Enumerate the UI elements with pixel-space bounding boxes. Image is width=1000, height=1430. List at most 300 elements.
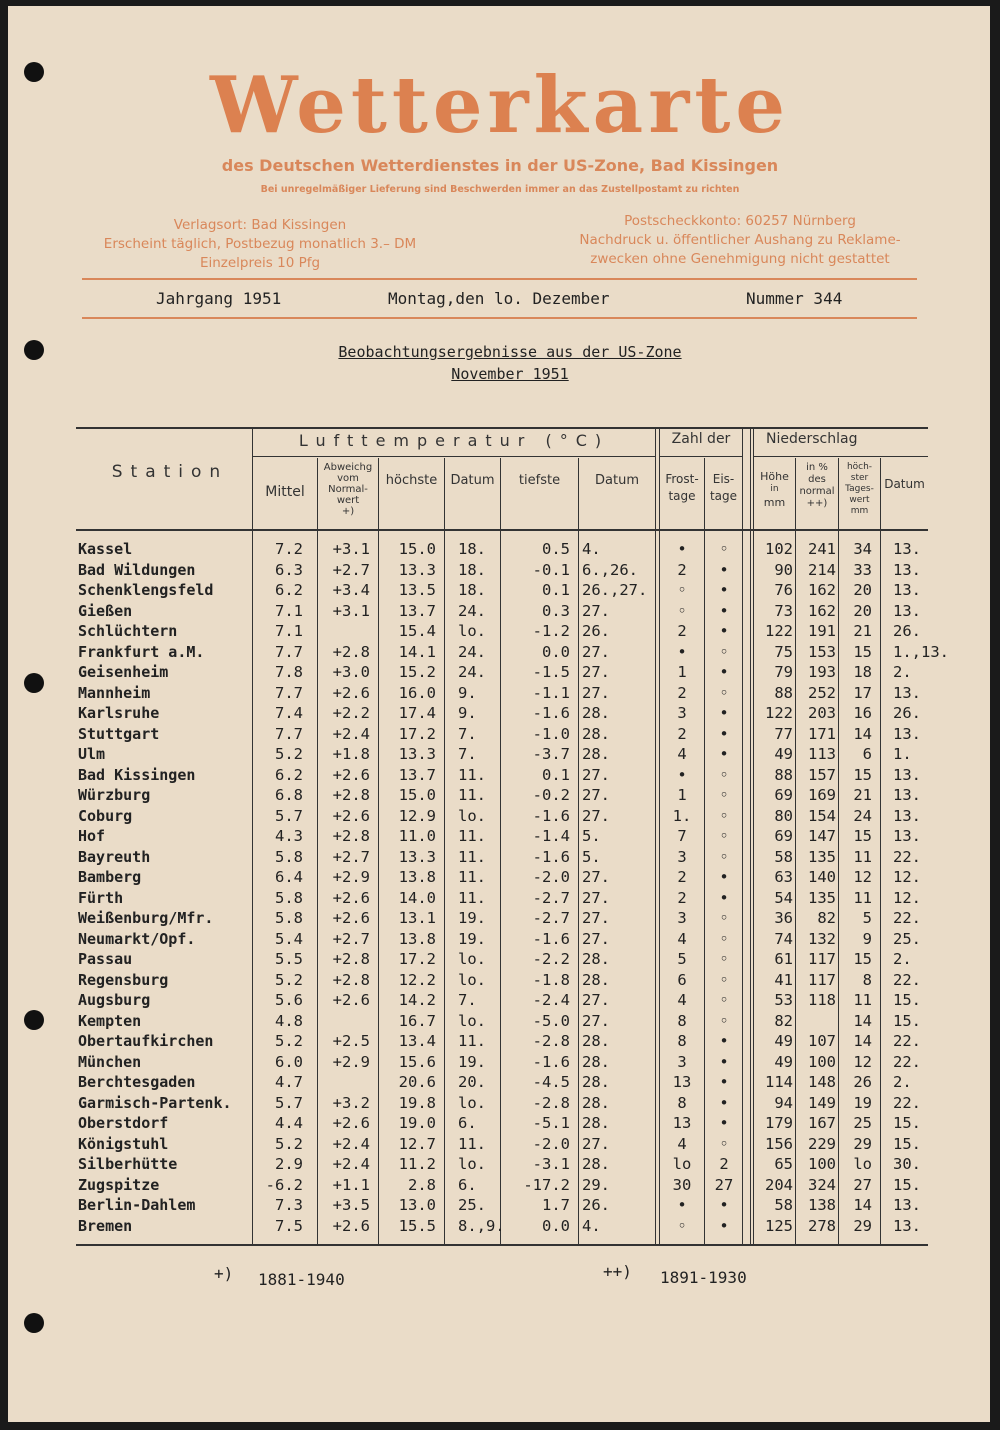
precip-mm: 63	[774, 868, 793, 886]
max-temp: 11.2	[398, 1155, 436, 1173]
table-row	[0, 1032, 1000, 1052]
station-name: Schlüchtern	[78, 622, 178, 640]
mean-temp: 2.9	[275, 1155, 303, 1173]
ice-days: •	[719, 1216, 729, 1235]
min-temp: -4.5	[532, 1073, 570, 1091]
deviation: +2.2	[332, 704, 370, 722]
max-temp-date: 6.	[458, 1175, 477, 1194]
issue-year: Jahrgang 1951	[156, 289, 282, 308]
station-name: Regensburg	[78, 970, 169, 989]
min-temp-date: 27.	[582, 868, 610, 886]
header-date-highest: Datum	[450, 473, 495, 488]
frost-days: ◦	[677, 1216, 687, 1235]
deviation: +1.1	[332, 1175, 370, 1194]
max-temp: 13.7	[398, 601, 436, 620]
max-daily-precip: 26	[853, 1073, 872, 1091]
deviation: +2.9	[332, 868, 370, 886]
max-daily-precip: 21	[853, 622, 872, 640]
deviation: +2.7	[332, 847, 370, 866]
min-temp: 0.3	[542, 601, 570, 620]
table-header-border	[76, 529, 928, 531]
table-row	[0, 622, 1000, 642]
mean-temp: 4.3	[275, 827, 303, 845]
ice-days: ◦	[719, 1134, 729, 1153]
precip-date: 22.	[893, 909, 921, 927]
precip-mm: 102	[765, 540, 793, 558]
max-temp-date: 11.	[458, 1032, 486, 1050]
max-temp: 13.8	[398, 929, 436, 948]
precip-percent: 167	[808, 1114, 836, 1132]
min-temp: -1.4	[532, 827, 570, 845]
min-temp: -1.0	[532, 724, 570, 743]
ice-days: •	[719, 1073, 729, 1091]
precip-percent: 162	[808, 601, 836, 620]
issue-date: Montag,den lo. Dezember	[388, 289, 610, 308]
max-temp-date: 11.	[458, 765, 486, 784]
deviation: +3.1	[332, 601, 370, 620]
station-name: Neumarkt/Opf.	[78, 929, 196, 948]
max-daily-precip: lo	[853, 1155, 872, 1173]
deviation: +2.9	[332, 1052, 370, 1071]
min-temp: -1.8	[532, 970, 570, 989]
min-temp: 1.7	[542, 1196, 570, 1214]
precip-date: 2.	[893, 663, 912, 681]
precip-mm: 75	[774, 642, 793, 661]
header-max-daily: höch- ster Tages- wert mm	[845, 462, 874, 516]
ice-days: ◦	[719, 847, 729, 866]
ice-days: 2	[719, 1155, 729, 1173]
rule-top	[82, 278, 917, 280]
max-temp: 14.1	[398, 642, 436, 661]
frost-days: 1	[677, 663, 687, 681]
precip-group-line	[753, 456, 928, 457]
ice-days: ◦	[719, 909, 729, 927]
header-date-precip: Datum	[884, 477, 925, 491]
precip-percent: 113	[808, 745, 836, 763]
max-temp-date: 25.	[458, 1196, 486, 1214]
ice-days: •	[719, 704, 729, 722]
table-row	[0, 1176, 1000, 1196]
max-temp-date: 11.	[458, 888, 486, 907]
precip-date: 25.	[893, 929, 921, 948]
ice-days: •	[719, 1196, 729, 1214]
station-name: Geisenheim	[78, 663, 169, 681]
ice-days: •	[719, 560, 729, 579]
table-row	[0, 561, 1000, 581]
mean-temp: 6.4	[275, 868, 303, 886]
station-name: Fürth	[78, 888, 124, 907]
mean-temp: 5.2	[275, 1032, 303, 1050]
precip-percent: 191	[808, 622, 836, 640]
issue-number: Nummer 344	[746, 289, 843, 308]
frost-days: lo	[672, 1155, 692, 1173]
max-temp: 14.0	[398, 888, 436, 907]
max-temp-date: 11.	[458, 847, 486, 866]
precip-percent: 117	[808, 950, 836, 968]
precip-mm: 65	[774, 1155, 793, 1173]
max-temp-date: 19.	[458, 1052, 486, 1071]
deviation: +1.8	[332, 745, 370, 763]
frost-days: 8	[677, 1011, 687, 1030]
station-name: Gießen	[78, 601, 133, 620]
station-name: Bremen	[78, 1216, 133, 1235]
deviation: +2.5	[332, 1032, 370, 1050]
min-temp-date: 26.	[582, 622, 610, 640]
punch-hole	[24, 1313, 44, 1333]
min-temp: -0.2	[532, 786, 570, 804]
min-temp: -2.7	[532, 909, 570, 927]
precip-percent: 229	[808, 1134, 836, 1153]
min-temp-date: 27.	[582, 683, 610, 702]
max-temp: 13.0	[398, 1196, 436, 1214]
station-name: Bayreuth	[78, 847, 151, 866]
mean-temp: 5.8	[275, 888, 303, 907]
max-daily-precip: 11	[853, 991, 872, 1009]
punch-hole	[24, 62, 44, 82]
table-row	[0, 725, 1000, 745]
precip-mm: 41	[774, 970, 793, 989]
header-highest: höchste	[385, 473, 438, 488]
min-temp-date: 28.	[582, 1155, 610, 1173]
table-bottom-border	[76, 1244, 928, 1246]
table-row	[0, 1155, 1000, 1175]
precip-date: 22.	[893, 1032, 921, 1050]
max-temp: 13.4	[398, 1032, 436, 1050]
mean-temp: 5.2	[275, 1134, 303, 1153]
ice-days: 27	[714, 1175, 734, 1194]
deviation: +3.0	[332, 663, 370, 681]
precip-mm: 69	[774, 786, 793, 804]
precip-percent: 154	[808, 806, 836, 825]
precip-date: 12.	[893, 888, 921, 907]
max-temp-date: 7.	[458, 745, 477, 763]
max-daily-precip: 29	[853, 1216, 872, 1235]
mean-temp: 7.1	[275, 601, 303, 620]
precip-percent: 117	[808, 970, 836, 989]
precip-percent: 107	[808, 1032, 836, 1050]
table-row	[0, 766, 1000, 786]
min-temp-date: 27.	[582, 1011, 610, 1030]
max-daily-precip: 11	[853, 847, 872, 866]
mean-temp: 6.0	[275, 1052, 303, 1071]
precip-percent: 135	[808, 847, 836, 866]
station-name: Kassel	[78, 540, 133, 558]
ice-days: •	[719, 1052, 729, 1071]
min-temp-date: 4.	[582, 540, 601, 558]
precip-percent: 171	[808, 724, 836, 743]
station-name: Kempten	[78, 1011, 142, 1030]
max-temp-date: 9.	[458, 683, 477, 702]
precip-date: 13.	[893, 1196, 921, 1214]
table-row	[0, 540, 1000, 560]
mean-temp: 7.8	[275, 663, 303, 681]
max-temp-date: 7.	[458, 991, 477, 1009]
header-precipitation: Niederschlag	[766, 431, 858, 447]
deviation: +3.5	[332, 1196, 370, 1214]
table-row	[0, 1217, 1000, 1237]
header-deviation: Abweichg vom Normal- wert +)	[323, 462, 373, 517]
max-daily-precip: 9	[862, 929, 872, 948]
frost-days: •	[677, 765, 687, 784]
max-temp: 13.8	[398, 868, 436, 886]
max-temp: 12.7	[398, 1134, 436, 1153]
min-temp: -1.1	[532, 683, 570, 702]
ice-days: •	[719, 622, 729, 640]
min-temp: -2.7	[532, 888, 570, 907]
mean-temp: 6.2	[275, 765, 303, 784]
precip-date: 15.	[893, 991, 921, 1009]
precip-date: 13.	[893, 806, 921, 825]
frost-days: 4	[677, 929, 687, 948]
min-temp: -3.1	[532, 1155, 570, 1173]
max-temp: 17.2	[398, 950, 436, 968]
max-temp-date: 19.	[458, 909, 486, 927]
precip-percent: 132	[808, 929, 836, 948]
min-temp: 0.1	[542, 581, 570, 599]
precip-mm: 94	[774, 1093, 793, 1112]
max-daily-precip: 21	[853, 786, 872, 804]
frost-days: 13	[672, 1073, 692, 1091]
max-temp-date: 18.	[458, 540, 486, 558]
precip-date: 13.	[893, 560, 921, 579]
rule-bottom	[82, 317, 917, 319]
ice-days: ◦	[719, 950, 729, 968]
max-temp-date: 6.	[458, 1114, 477, 1132]
min-temp: -1.6	[532, 806, 570, 825]
min-temp: -1.5	[532, 663, 570, 681]
mean-temp: 4.7	[275, 1073, 303, 1091]
table-row	[0, 663, 1000, 683]
header-air-temperature: Lufttemperatur (°C)	[298, 431, 610, 450]
frost-days: 8	[677, 1032, 687, 1050]
frost-days: 3	[677, 1052, 687, 1071]
precip-mm: 122	[765, 622, 793, 640]
max-temp: 15.5	[398, 1216, 436, 1235]
header-lowest: tiefste	[518, 473, 561, 488]
footnote-1-mark: +)	[214, 1264, 234, 1283]
deviation: +2.6	[332, 1216, 370, 1235]
max-daily-precip: 29	[853, 1134, 872, 1153]
min-temp: -2.8	[532, 1093, 570, 1112]
station-name: Bad Wildungen	[78, 560, 196, 579]
max-temp: 16.0	[398, 683, 436, 702]
table-row	[0, 643, 1000, 663]
precip-percent: 138	[808, 1196, 836, 1214]
frost-days: 13	[672, 1114, 692, 1132]
station-name: Obertaufkirchen	[78, 1032, 214, 1050]
mean-temp: 5.5	[275, 950, 303, 968]
max-temp: 2.8	[408, 1175, 436, 1194]
station-name: Silberhütte	[78, 1155, 178, 1173]
footnote-1-text: 1881-1940	[258, 1270, 345, 1289]
precip-date: 2.	[893, 950, 912, 968]
max-daily-precip: 15	[853, 765, 872, 784]
max-temp: 17.4	[398, 704, 436, 722]
table-row	[0, 971, 1000, 991]
precip-percent: 100	[808, 1155, 836, 1173]
header-date-lowest: Datum	[595, 473, 639, 488]
max-temp: 13.3	[398, 560, 436, 579]
mean-temp: 5.4	[275, 929, 303, 948]
ice-days: •	[719, 724, 729, 743]
min-temp-date: 26.,27.	[582, 581, 648, 599]
max-daily-precip: 24	[853, 806, 872, 825]
precip-date: 15.	[893, 1134, 921, 1153]
min-temp-date: 27.	[582, 806, 610, 825]
frost-days: •	[677, 1196, 687, 1214]
header-frost-days: Frost- tage	[665, 472, 699, 503]
max-daily-precip: 18	[853, 663, 872, 681]
max-daily-precip: 15	[853, 642, 872, 661]
precip-date: 13.	[893, 581, 921, 599]
mean-temp: 7.2	[275, 540, 303, 558]
precip-percent: 278	[808, 1216, 836, 1235]
mean-temp: 5.8	[275, 909, 303, 927]
precip-mm: 49	[774, 1032, 793, 1050]
table-row	[0, 930, 1000, 950]
max-temp-date: 20.	[458, 1073, 486, 1091]
deviation: +2.6	[332, 991, 370, 1009]
max-temp: 13.3	[398, 745, 436, 763]
max-temp-date: 7.	[458, 724, 477, 743]
header-station: Station	[111, 462, 229, 482]
precip-mm: 73	[774, 601, 793, 620]
precip-date: 15.	[893, 1011, 921, 1030]
precip-mm: 49	[774, 1052, 793, 1071]
precip-date: 22.	[893, 1093, 921, 1112]
precip-mm: 54	[774, 888, 793, 907]
precip-date: 26.	[893, 622, 921, 640]
max-daily-precip: 19	[853, 1093, 872, 1112]
frost-days: •	[677, 642, 687, 661]
station-name: Stuttgart	[78, 724, 160, 743]
ice-days: ◦	[719, 642, 729, 661]
min-temp-date: 27.	[582, 991, 610, 1009]
precip-date: 13.	[893, 765, 921, 784]
max-daily-precip: 11	[853, 888, 872, 907]
max-daily-precip: 17	[853, 683, 872, 702]
max-temp-date: 24.	[458, 642, 486, 661]
min-temp: -5.1	[532, 1114, 570, 1132]
frost-days: 4	[677, 745, 687, 763]
station-name: Hof	[78, 827, 106, 845]
min-temp-date: 6.,26.	[582, 560, 638, 579]
deviation: +2.6	[332, 683, 370, 702]
precip-mm: 204	[765, 1175, 793, 1194]
station-name: Bamberg	[78, 868, 142, 886]
precip-mm: 61	[774, 950, 793, 968]
max-daily-precip: 12	[853, 1052, 872, 1071]
ice-days: ◦	[719, 765, 729, 784]
min-temp: -1.6	[532, 847, 570, 866]
table-top-border	[76, 427, 928, 429]
min-temp: 0.0	[542, 642, 570, 661]
precip-date: 13.	[893, 827, 921, 845]
min-temp: -5.0	[532, 1011, 570, 1030]
max-daily-precip: 8	[862, 970, 872, 989]
max-temp: 16.7	[398, 1011, 436, 1030]
max-temp-date: 19.	[458, 929, 486, 948]
max-daily-precip: 14	[853, 1196, 872, 1214]
frost-days: ◦	[677, 581, 687, 599]
max-temp: 15.2	[398, 663, 436, 681]
min-temp: -0.1	[532, 560, 570, 579]
max-daily-precip: 5	[862, 909, 872, 927]
precip-percent: 135	[808, 888, 836, 907]
days-group-line	[660, 456, 742, 457]
precip-mm: 74	[774, 929, 793, 948]
station-name: Schenklengsfeld	[78, 581, 214, 599]
min-temp-date: 27.	[582, 1134, 610, 1153]
min-temp: -1.6	[532, 929, 570, 948]
precip-date: 13.	[893, 683, 921, 702]
max-daily-precip: 33	[853, 560, 872, 579]
min-temp: -2.8	[532, 1032, 570, 1050]
station-name: Garmisch-Partenk.	[78, 1093, 232, 1112]
ice-days: ◦	[719, 827, 729, 845]
min-temp: -2.0	[532, 868, 570, 886]
precip-date: 13.	[893, 601, 921, 620]
min-temp: 0.0	[542, 1216, 570, 1235]
max-temp: 12.2	[398, 970, 436, 989]
precip-mm: 179	[765, 1114, 793, 1132]
deviation: +2.6	[332, 765, 370, 784]
deviation: +2.6	[332, 1114, 370, 1132]
max-temp: 13.3	[398, 847, 436, 866]
max-daily-precip: 15	[853, 827, 872, 845]
table-row	[0, 684, 1000, 704]
ice-days: ◦	[719, 970, 729, 989]
precip-percent: 147	[808, 827, 836, 845]
table-row	[0, 704, 1000, 724]
min-temp-date: 28.	[582, 704, 610, 722]
masthead-title: Wetterkarte	[210, 60, 790, 151]
temp-group-line	[253, 456, 655, 457]
table-row	[0, 1012, 1000, 1032]
min-temp: -1.6	[532, 1052, 570, 1071]
min-temp: -17.2	[523, 1175, 570, 1194]
precip-percent: 193	[808, 663, 836, 681]
min-temp-date: 27.	[582, 888, 610, 907]
masthead-subtitle: des Deutschen Wetterdienstes in der US-Zone, Bad Kissingen	[221, 156, 779, 175]
precip-mm: 88	[774, 765, 793, 784]
precip-mm: 114	[765, 1073, 793, 1091]
station-name: Ulm	[78, 745, 106, 763]
deviation: +2.6	[332, 909, 370, 927]
station-name: München	[78, 1052, 142, 1071]
precip-percent: 169	[808, 786, 836, 804]
max-temp-date: lo.	[458, 806, 486, 825]
max-temp-date: 9.	[458, 704, 477, 722]
frost-days: 7	[677, 827, 687, 845]
min-temp-date: 4.	[582, 1216, 601, 1235]
min-temp: 0.1	[542, 765, 570, 784]
precip-date: 15.	[893, 1175, 921, 1194]
header-height-mm: Höhe in mm	[760, 470, 789, 509]
precip-date: 12.	[893, 868, 921, 886]
max-temp: 17.2	[398, 724, 436, 743]
ice-days: •	[719, 581, 729, 599]
deviation: +2.6	[332, 806, 370, 825]
max-temp: 20.6	[398, 1073, 436, 1091]
ice-days: ◦	[719, 786, 729, 804]
max-daily-precip: 20	[853, 601, 872, 620]
min-temp: -1.6	[532, 704, 570, 722]
precip-date: 26.	[893, 704, 921, 722]
ice-days: ◦	[719, 991, 729, 1009]
min-temp: -1.2	[532, 622, 570, 640]
precip-date: 1.	[893, 745, 912, 763]
